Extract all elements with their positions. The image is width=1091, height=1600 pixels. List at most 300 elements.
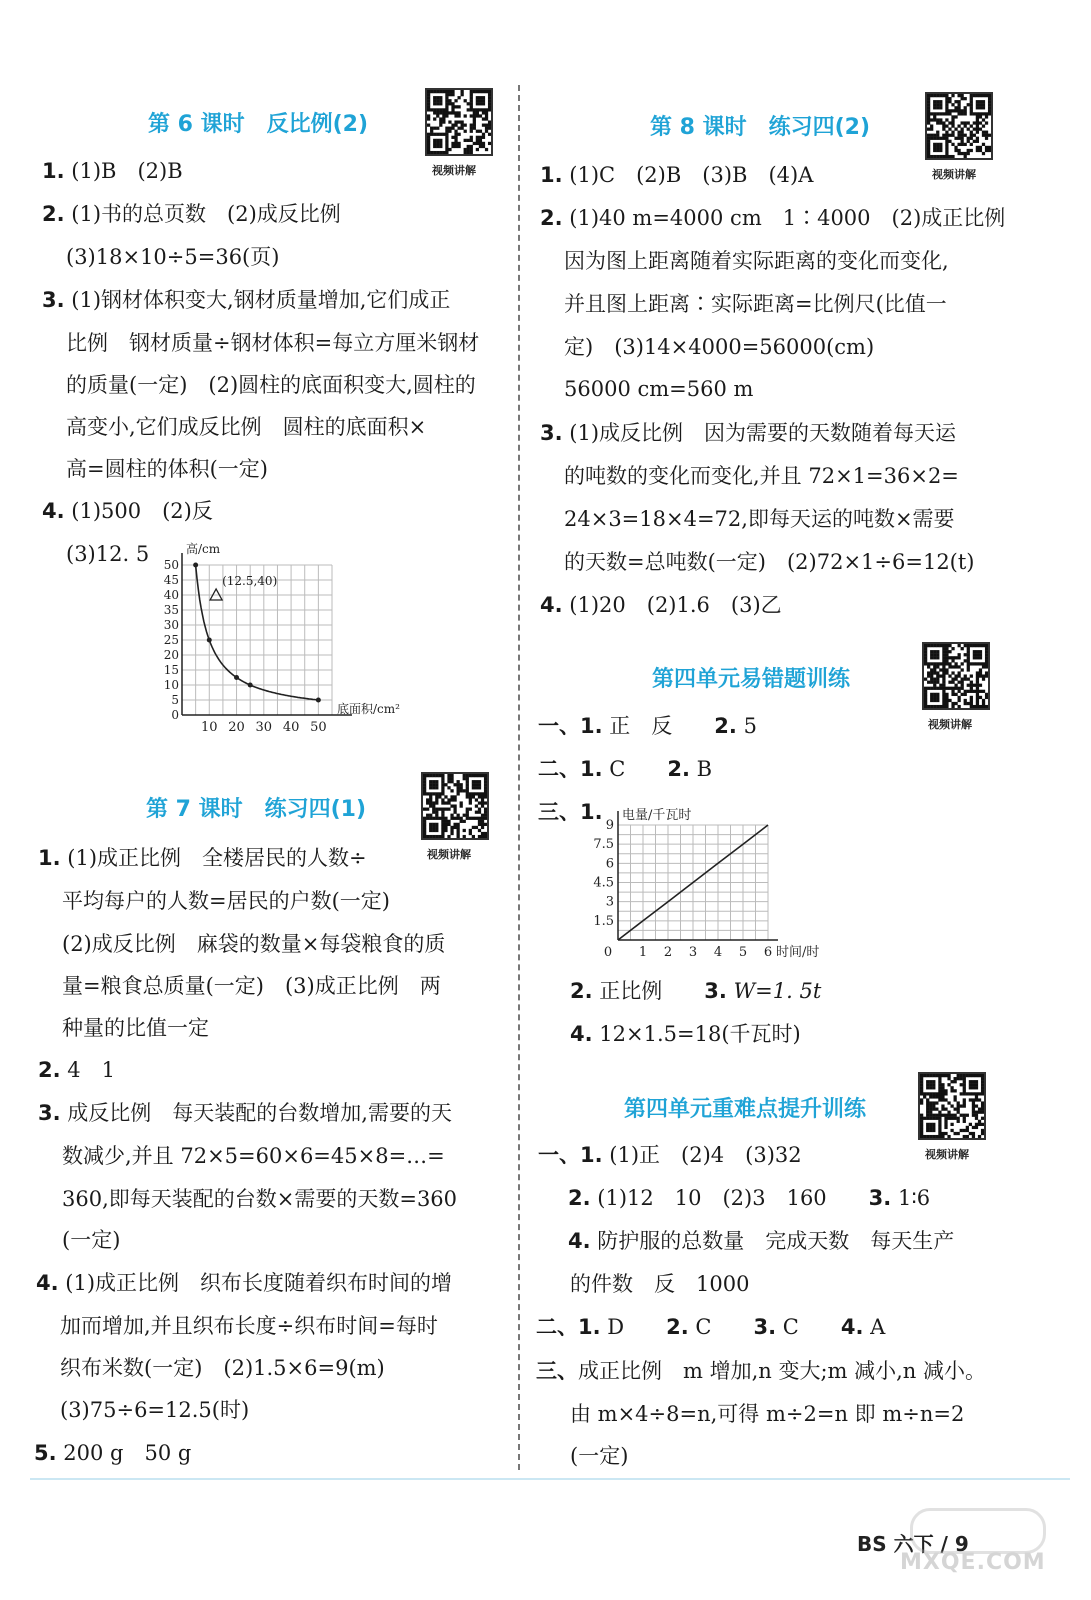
- part-label: 二、: [538, 757, 580, 781]
- qr-module: [967, 647, 970, 650]
- qr-module: [954, 1114, 957, 1117]
- qr-module: [482, 96, 485, 99]
- answer-text: 织布米数(一定) (2)1.5×6=9(m): [60, 1356, 385, 1380]
- qr-module: [972, 1132, 975, 1135]
- qr-module: [973, 653, 976, 656]
- qr-module: [948, 656, 951, 659]
- qr-module: [976, 684, 979, 687]
- answer-text: (一定): [62, 1228, 121, 1252]
- qr-module: [454, 133, 457, 136]
- qr-module: [978, 1111, 981, 1114]
- qr-module: [463, 789, 466, 792]
- qr-module: [936, 644, 939, 647]
- qr-module: [457, 105, 460, 108]
- qr-module: [435, 798, 438, 801]
- qr-module: [920, 1123, 923, 1126]
- qr-module: [481, 817, 484, 820]
- q-number: 2.: [666, 1315, 689, 1339]
- qr-module: [473, 111, 476, 114]
- qr-module: [488, 120, 491, 123]
- qr-module: [954, 128, 957, 131]
- qr-module: [982, 674, 985, 677]
- qr-module: [972, 1086, 975, 1089]
- qr-module: [951, 134, 954, 137]
- qr-module: [945, 696, 948, 699]
- qr-module: [423, 835, 426, 838]
- y-tick-label: 1.5: [593, 913, 614, 929]
- qr-code-icon[interactable]: [925, 92, 993, 160]
- qr-module: [963, 1129, 966, 1132]
- qr-module: [948, 140, 951, 143]
- answer-text: 正比例: [599, 979, 663, 1003]
- qr-module: [485, 114, 488, 117]
- qr-module: [427, 96, 430, 99]
- chart-inverse-proportion: [150, 540, 410, 740]
- qr-module: [442, 120, 445, 123]
- qr-module: [982, 644, 985, 647]
- qr-module: [976, 115, 979, 118]
- qr-module: [975, 1117, 978, 1120]
- qr-module: [482, 99, 485, 102]
- qr-module: [432, 829, 435, 832]
- qr-module: [948, 121, 951, 124]
- qr-module: [969, 1086, 972, 1089]
- qr-module: [948, 155, 951, 158]
- answer-text: (1)20 (2)1.6 (3)乙: [569, 593, 782, 617]
- watermark-badge-icon: [910, 1508, 1046, 1554]
- answer-text: 的天数=总吨数(一定) (2)72×1÷6=12(t): [564, 550, 975, 574]
- qr-module: [945, 659, 948, 662]
- answer-text: (1)500 (2)反: [71, 499, 213, 523]
- qr-module: [970, 97, 973, 100]
- qr-module: [945, 94, 948, 97]
- qr-module: [945, 124, 948, 127]
- qr-module: [945, 103, 948, 106]
- qr-module: [441, 801, 444, 804]
- qr-module: [958, 687, 961, 690]
- qr-module: [975, 1092, 978, 1095]
- qr-module: [964, 699, 967, 702]
- qr-module: [932, 1117, 935, 1120]
- qr-module: [920, 1086, 923, 1089]
- qr-module: [473, 127, 476, 130]
- qr-module: [450, 777, 453, 780]
- qr-module: [979, 656, 982, 659]
- qr-module: [429, 792, 432, 795]
- qr-module: [469, 795, 472, 798]
- q-number: 2.: [570, 979, 593, 1003]
- qr-module: [423, 808, 426, 811]
- qr-code-icon[interactable]: [421, 772, 489, 840]
- qr-module: [454, 111, 457, 114]
- qr-module: [938, 1111, 941, 1114]
- qr-module: [942, 681, 945, 684]
- qr-module: [429, 804, 432, 807]
- qr-module: [933, 103, 936, 106]
- answer-text: 量=粮食总质量(一定) (3)成正比例 两: [62, 974, 441, 998]
- qr-module: [924, 687, 927, 690]
- qr-module: [932, 1092, 935, 1095]
- qr-module: [960, 1083, 963, 1086]
- qr-module: [936, 693, 939, 696]
- y-tick-label: 9: [605, 818, 614, 833]
- qr-module: [436, 111, 439, 114]
- qr-module: [926, 1092, 929, 1095]
- qr-module: [427, 93, 430, 96]
- qr-module: [982, 678, 985, 681]
- qr-module: [927, 681, 930, 684]
- y-tick-label: 50: [163, 558, 179, 572]
- qr-module: [976, 705, 979, 708]
- qr-module: [964, 121, 967, 124]
- qr-module: [941, 1132, 944, 1135]
- qr-module: [954, 1108, 957, 1111]
- qr-module: [926, 1080, 929, 1083]
- qr-module: [981, 1074, 984, 1077]
- qr-module: [470, 145, 473, 148]
- qr-module: [457, 111, 460, 114]
- qr-module: [929, 1108, 932, 1111]
- qr-module: [923, 1092, 926, 1095]
- annotation-label: (12.5,40): [222, 574, 278, 588]
- qr-module: [441, 774, 444, 777]
- qr-module: [947, 1114, 950, 1117]
- answer-text: 因为图上距离随着实际距离的变化而变化,: [564, 249, 949, 273]
- qr-module: [964, 659, 967, 662]
- qr-module: [967, 684, 970, 687]
- qr-module: [951, 143, 954, 146]
- qr-module: [448, 127, 451, 130]
- qr-module: [485, 130, 488, 133]
- qr-module: [964, 112, 967, 115]
- qr-module: [442, 111, 445, 114]
- qr-module: [450, 798, 453, 801]
- qr-module: [481, 832, 484, 835]
- qr-module: [478, 786, 481, 789]
- y-tick-label: 35: [163, 603, 179, 617]
- qr-module: [961, 143, 964, 146]
- qr-module: [482, 124, 485, 127]
- qr-module: [938, 1129, 941, 1132]
- qr-module: [948, 112, 951, 115]
- qr-module: [964, 109, 967, 112]
- qr-module: [439, 139, 442, 142]
- qr-module: [945, 97, 948, 100]
- qr-module: [481, 814, 484, 817]
- qr-module: [923, 1117, 926, 1120]
- qr-module: [945, 644, 948, 647]
- answer-text: 比例 钢材质量÷钢材体积=每立方厘米钢材: [66, 331, 480, 355]
- q-number: 4.: [840, 1315, 864, 1339]
- qr-module: [964, 690, 967, 693]
- qr-module: [951, 121, 954, 124]
- qr-module: [954, 106, 957, 109]
- qr-module: [447, 774, 450, 777]
- qr-module: [975, 1104, 978, 1107]
- qr-module: [466, 786, 469, 789]
- qr-module: [954, 1089, 957, 1092]
- qr-module: [982, 106, 985, 109]
- qr-module: [924, 690, 927, 693]
- qr-module: [930, 705, 933, 708]
- qr-module: [942, 696, 945, 699]
- qr-module: [479, 145, 482, 148]
- qr-module: [963, 1114, 966, 1117]
- qr-module: [423, 832, 426, 835]
- qr-module: [445, 133, 448, 136]
- qr-module: [963, 1086, 966, 1089]
- qr-module: [470, 130, 473, 133]
- answer-text: C: [695, 1315, 712, 1339]
- q-number: 1.: [578, 1315, 601, 1339]
- qr-module: [942, 668, 945, 671]
- qr-code-icon[interactable]: [918, 1072, 986, 1140]
- x-tick-label: 40: [282, 720, 300, 735]
- qr-module: [964, 693, 967, 696]
- qr-module: [454, 136, 457, 139]
- qr-module: [435, 795, 438, 798]
- qr-module: [930, 94, 933, 97]
- qr-module: [979, 128, 982, 131]
- qr-module: [930, 687, 933, 690]
- qr-module: [976, 674, 979, 677]
- qr-module: [954, 702, 957, 705]
- qr-module: [439, 90, 442, 93]
- qr-module: [444, 795, 447, 798]
- qr-module: [453, 823, 456, 826]
- qr-module: [478, 817, 481, 820]
- qr-module: [954, 1080, 957, 1083]
- qr-module: [942, 124, 945, 127]
- qr-module: [435, 808, 438, 811]
- bottom-rule: [30, 1478, 1070, 1480]
- qr-module: [967, 149, 970, 152]
- qr-module: [920, 1117, 923, 1120]
- qr-module: [927, 149, 930, 152]
- qr-module: [926, 1104, 929, 1107]
- qr-module: [945, 671, 948, 674]
- qr-module: [426, 808, 429, 811]
- qr-module: [430, 127, 433, 130]
- qr-module: [981, 1083, 984, 1086]
- qr-module: [461, 120, 464, 123]
- section-7-title: 第 7 课时 练习四(1): [146, 797, 367, 822]
- s6-q3: [42, 290, 450, 311]
- qr-module: [435, 817, 438, 820]
- qr-module: [972, 1092, 975, 1095]
- qr-module: [970, 662, 973, 665]
- qr-module: [464, 139, 467, 142]
- qr-module: [447, 780, 450, 783]
- qr-module: [482, 90, 485, 93]
- qr-module: [976, 124, 979, 127]
- qr-module: [936, 103, 939, 106]
- qr-module: [970, 94, 973, 97]
- qr-module: [957, 131, 960, 134]
- qr-module: [947, 1117, 950, 1120]
- qr-module: [947, 1111, 950, 1114]
- qr-module: [464, 114, 467, 117]
- qr-module: [927, 662, 930, 665]
- qr-module: [945, 146, 948, 149]
- qr-module: [973, 112, 976, 115]
- qr-module: [933, 671, 936, 674]
- qr-module: [438, 835, 441, 838]
- qr-module: [951, 131, 954, 134]
- qr-module: [945, 653, 948, 656]
- qr-module: [451, 124, 454, 127]
- qr-module: [432, 811, 435, 814]
- qr-module: [979, 696, 982, 699]
- qr-module: [948, 662, 951, 665]
- qr-module: [926, 1098, 929, 1101]
- qr-module: [933, 681, 936, 684]
- qr-module: [976, 702, 979, 705]
- qr-module: [936, 662, 939, 665]
- qr-module: [473, 114, 476, 117]
- qr-module: [958, 656, 961, 659]
- qr-module: [976, 687, 979, 690]
- qr-module: [429, 814, 432, 817]
- qr-caption: 视频讲解: [427, 848, 471, 861]
- qr-module: [964, 106, 967, 109]
- qr-module: [479, 96, 482, 99]
- qr-module: [484, 823, 487, 826]
- qr-module: [954, 687, 957, 690]
- qr-module: [927, 121, 930, 124]
- qr-module: [969, 1098, 972, 1101]
- qr-module: [429, 826, 432, 829]
- answer-text: 的吨数的变化而变化,并且 72×1=36×2=: [564, 464, 959, 488]
- qr-module: [475, 780, 478, 783]
- qr-module: [970, 137, 973, 140]
- qr-code-icon[interactable]: [425, 88, 493, 156]
- answer-text: (1)正 (2)4 (3)32: [609, 1143, 802, 1167]
- qr-module: [982, 699, 985, 702]
- qr-module: [470, 108, 473, 111]
- qr-module: [979, 100, 982, 103]
- qr-module: [427, 105, 430, 108]
- qr-module: [476, 136, 479, 139]
- qr-module: [950, 1117, 953, 1120]
- answer-text: (1)B (2)B: [71, 159, 183, 183]
- qr-module: [964, 155, 967, 158]
- qr-module: [944, 1114, 947, 1117]
- qr-module: [473, 124, 476, 127]
- answer-text: W=1. 5t: [733, 979, 822, 1003]
- qr-module: [942, 137, 945, 140]
- qr-module: [472, 780, 475, 783]
- qr-module: [475, 798, 478, 801]
- qr-module: [958, 671, 961, 674]
- qr-module: [920, 1132, 923, 1135]
- qr-module: [442, 90, 445, 93]
- data-point: [207, 638, 212, 643]
- qr-module: [451, 136, 454, 139]
- qr-module: [975, 1074, 978, 1077]
- cuoti-row1: [538, 716, 757, 737]
- qr-module: [948, 650, 951, 653]
- qr-module: [970, 149, 973, 152]
- qr-module: [936, 149, 939, 152]
- qr-module: [475, 804, 478, 807]
- qr-module: [482, 117, 485, 120]
- qr-module: [939, 687, 942, 690]
- qr-module: [973, 684, 976, 687]
- qr-module: [936, 121, 939, 124]
- qr-module: [963, 1120, 966, 1123]
- qr-module: [445, 108, 448, 111]
- qr-module: [942, 671, 945, 674]
- qr-module: [444, 801, 447, 804]
- qr-module: [933, 106, 936, 109]
- x-tick-label: 30: [255, 720, 273, 735]
- y-tick-label: 25: [163, 633, 179, 647]
- zn-row1: [538, 1145, 802, 1166]
- qr-module: [972, 1104, 975, 1107]
- qr-module: [429, 801, 432, 804]
- qr-module: [933, 118, 936, 121]
- qr-module: [930, 656, 933, 659]
- qr-code-icon[interactable]: [922, 642, 990, 710]
- qr-module: [969, 1123, 972, 1126]
- qr-module: [951, 656, 954, 659]
- qr-module: [478, 783, 481, 786]
- answer-text: (1)成反比例 因为需要的天数随着每天运: [569, 421, 957, 445]
- qr-module: [469, 829, 472, 832]
- qr-module: [939, 118, 942, 121]
- qr-module: [957, 1104, 960, 1107]
- y-tick-label: 20: [163, 648, 179, 662]
- qr-module: [454, 120, 457, 123]
- qr-module: [476, 111, 479, 114]
- qr-module: [433, 102, 436, 105]
- qr-module: [970, 143, 973, 146]
- qr-module: [958, 644, 961, 647]
- qr-module: [473, 90, 476, 93]
- qr-module: [964, 678, 967, 681]
- qr-module: [448, 130, 451, 133]
- qr-module: [445, 139, 448, 142]
- q-number: 2.: [38, 1058, 61, 1082]
- qr-module: [954, 149, 957, 152]
- qr-module: [469, 817, 472, 820]
- qr-module: [438, 817, 441, 820]
- qr-module: [927, 705, 930, 708]
- qr-module: [466, 789, 469, 792]
- qr-module: [924, 705, 927, 708]
- qr-module: [930, 681, 933, 684]
- qr-module: [481, 804, 484, 807]
- qr-module: [981, 1123, 984, 1126]
- qr-module: [963, 1104, 966, 1107]
- cuoti-row2: [538, 759, 712, 780]
- qr-module: [988, 97, 991, 100]
- qr-module: [961, 121, 964, 124]
- answer-text: 防护服的总数量 完成天数 每天生产: [597, 1229, 955, 1253]
- answer-text: 数减少,并且 72×5=60×6=45×8=…=: [62, 1144, 445, 1168]
- qr-module: [451, 127, 454, 130]
- qr-module: [933, 100, 936, 103]
- qr-module: [945, 647, 948, 650]
- qr-module: [432, 817, 435, 820]
- qr-module: [951, 124, 954, 127]
- q-number: 3.: [42, 288, 65, 312]
- qr-module: [463, 829, 466, 832]
- qr-module: [947, 1135, 950, 1138]
- qr-module: [929, 1092, 932, 1095]
- qr-module: [933, 94, 936, 97]
